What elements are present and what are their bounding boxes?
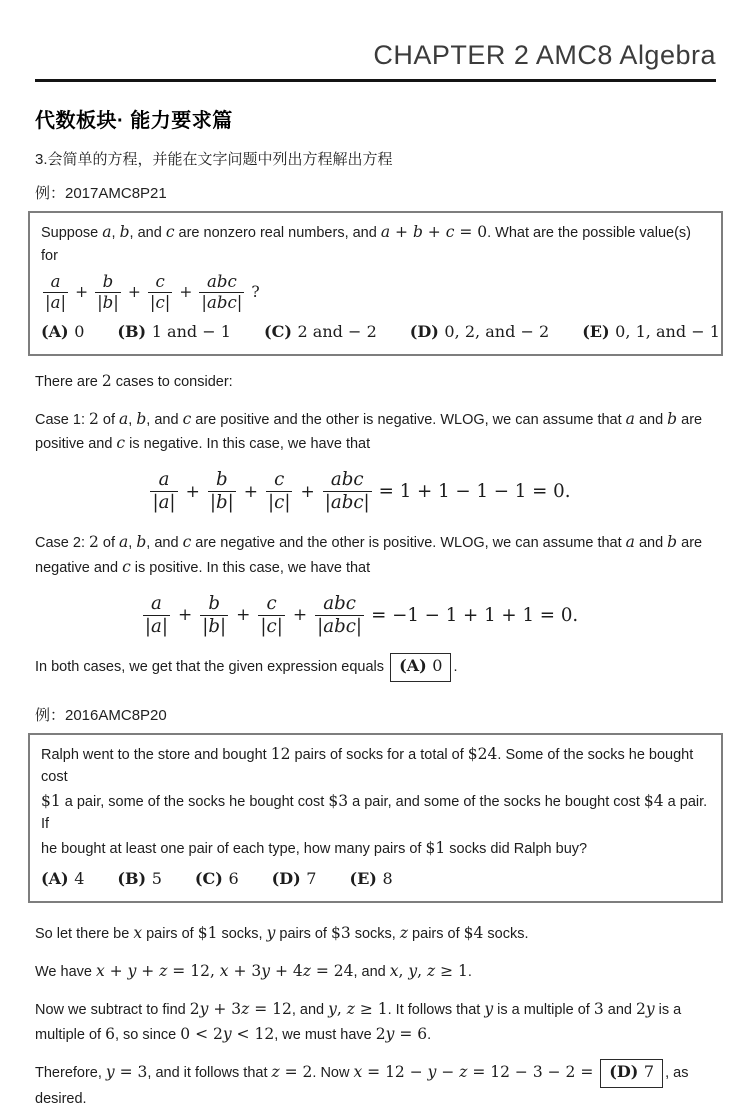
example2-problem-box [28,733,723,903]
fraction-c-over-abs-c: $\frac{c}{|c|}$ [149,271,171,312]
fraction-c-over-abs-c: $\frac{c}{|c|}$ [268,469,291,514]
example1-conclusion-text: In both cases, we get that the given expression equals [35,659,389,676]
plus-operator: + [127,283,141,302]
fraction-a-over-abs-a: $\frac{a}{|a|}$ [45,271,67,312]
plus-operator: + [75,283,89,302]
example1-problem-box [28,211,723,356]
example2-solution-p2: We have x + y + z = 12, x + 3y + 4z = 24, and x, y, z ≥ 1. [35,961,472,980]
case2-equation [35,593,686,638]
plus-operator: + [177,605,193,626]
example1-solution-case2: Case 2: 2 of a, b, and c are negative and the other is positive. WLOG, we can assume that a and b are negative and c is positive. In this case, we have that [35,532,703,576]
choice-d: (D) 0, 2, and − 2 [409,321,550,341]
example1-problem-expression [43,272,710,313]
plus-operator: + [185,481,200,502]
choice-b: (B) 1 and − 1 [117,321,231,341]
example1-solution-case1: Case 1: 2 of a, b, and c are positive and the other is negative. WLOG, we can assume that a and b are positive and c is negative. In this case, we have that [35,409,703,453]
case2-equation-result: = −1 − 1 + 1 + 1 = 0. [371,604,579,626]
example2-conclusion [35,1059,716,1110]
fraction-abc-over-abs-abc: $\frac{\text{abc}}{\text{|abc|}}$ [317,592,363,637]
fraction-b-over-abs-b: $\frac{b}{|b|}$ [209,469,234,514]
plus-operator: + [179,283,193,302]
header-divider [35,79,716,82]
fraction-b-over-abs-b: $\frac{b}{|b|}$ [97,271,119,312]
choice-e: (E) 0, 1, and − 1 [582,321,720,341]
choice-c: (C) 2 and − 2 [263,321,377,341]
choice-a: (A) 0 [41,321,85,341]
case1-equation [35,469,686,514]
fraction-abc-over-abs-abc: $\frac{\text{abc}}{\text{|abc|}}$ [201,271,243,312]
fraction-a-over-abs-a: $\frac{a}{|a|}$ [144,592,168,637]
example2-solution-p1: So let there be x pairs of $1 socks, y pairs of $3 socks, z pairs of $4 socks. [35,923,529,942]
example1-conclusion-period: . [453,659,458,676]
section-heading: 代数板块· 能力要求篇 [35,110,233,133]
plus-operator: + [243,481,258,502]
example2-answer-choices [41,867,710,892]
fraction-abc-over-abs-abc: $\frac{\text{abc}}{\text{|abc|}}$ [324,469,370,514]
choice-e: (E) 8 [349,869,393,888]
choice-b: (B) 5 [117,869,162,888]
example1-problem-statement: Suppose a, b, and c are nonzero real numbers, and a + b + c = 0. What are the possible value(s) for [41,223,692,264]
fraction-a-over-abs-a: $\frac{a}{|a|}$ [152,469,176,514]
choice-a: (A) 4 [41,869,85,888]
example2-label: 例：2016AMC8P20 [35,706,167,724]
plus-operator: + [292,605,308,626]
section-subheading: 3.会简单的方程，并能在文字问题中列出方程解出方程 [35,151,393,169]
plus-operator: + [236,605,251,626]
example2-answer-box: (D) 7 [600,1059,663,1087]
example1-label: 例：2017AMC8P21 [35,185,167,203]
example2-conclusion-suffix: , as desired. [35,1065,689,1107]
example1-answer-box: (A) 0 [390,653,451,681]
example2-problem-statement: Ralph went to the store and bought 12 pairs of socks for a total of $24. Some of the socks he bought cost $1 a pair, some of the socks he bought cost $3 a pair, and some of the socks he bought cost $4 a pair. If he bought at least one pair of each type, how many pairs of $1 socks did Ralph buy? [41,744,708,857]
choice-d: (D) 7 [271,869,317,888]
question-mark: ? [251,283,260,302]
example1-answer-choices [41,320,720,345]
example2-conclusion-text: Therefore, y = 3, and it follows that z = 2. Now x = 12 − y − z = 12 − 3 − 2 = [35,1063,599,1082]
example2-solution-p3: Now we subtract to find 2y + 3z = 12, and y, z ≥ 1. It follows that y is a multiple of 3 and 2y is a multiple of 6, so since 0 < 2y < 12, we must have 2y = 6. [35,999,682,1043]
chapter-title: CHAPTER 2 AMC8 Algebra [373,40,716,70]
page-header [35,40,716,82]
fraction-b-over-abs-b: $\frac{b}{|b|}$ [202,592,227,637]
example1-solution-intro: There are 2 cases to consider: [35,371,233,390]
fraction-c-over-abs-c: $\frac{c}{|c|}$ [260,592,283,637]
choice-c: (C) 6 [194,869,239,888]
example1-conclusion [35,653,716,681]
case1-equation-result: = 1 + 1 − 1 − 1 = 0. [378,481,571,503]
plus-operator: + [300,481,315,502]
